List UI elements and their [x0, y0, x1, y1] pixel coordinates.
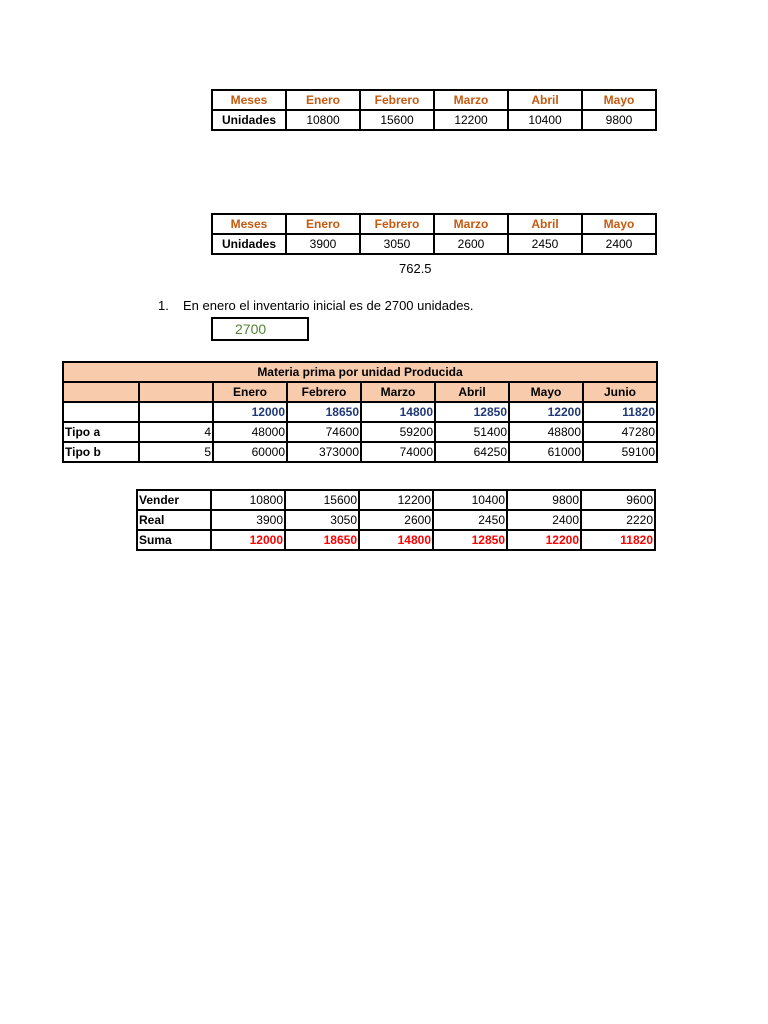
- header-cell[interactable]: Abril: [435, 382, 509, 402]
- value-cell[interactable]: 3050: [360, 234, 434, 254]
- value-cell[interactable]: 74600: [287, 422, 361, 442]
- list-number: 1.: [158, 298, 169, 313]
- header-cell[interactable]: Febrero: [287, 382, 361, 402]
- table-row: [137, 510, 655, 530]
- value-cell[interactable]: 48000: [213, 422, 287, 442]
- initial-inventory-cell[interactable]: [211, 317, 309, 341]
- value-cell[interactable]: 373000: [287, 442, 361, 462]
- value-cell[interactable]: 2400: [582, 234, 656, 254]
- factor-cell[interactable]: 5: [139, 442, 213, 462]
- sum-cell[interactable]: 12000: [211, 530, 285, 550]
- value-cell[interactable]: 10800: [211, 490, 285, 510]
- header-cell[interactable]: Enero: [286, 90, 360, 110]
- value-cell[interactable]: 64250: [435, 442, 509, 462]
- value-cell[interactable]: 10800: [286, 110, 360, 130]
- header-cell[interactable]: Enero: [286, 214, 360, 234]
- value-cell[interactable]: 15600: [360, 110, 434, 130]
- value-cell[interactable]: 12200: [434, 110, 508, 130]
- sum-cell[interactable]: 12200: [507, 530, 581, 550]
- header-cell[interactable]: Febrero: [360, 214, 434, 234]
- value-cell[interactable]: 10400: [433, 490, 507, 510]
- value-cell[interactable]: 3900: [286, 234, 360, 254]
- sum-cell[interactable]: 12850: [433, 530, 507, 550]
- value-cell[interactable]: 74000: [361, 442, 435, 462]
- table-row: [137, 490, 655, 510]
- initial-inventory-value: 2700: [235, 321, 267, 337]
- value-cell[interactable]: 10400: [508, 110, 582, 130]
- value-cell[interactable]: 47280: [583, 422, 657, 442]
- sales-units-table: [211, 89, 657, 131]
- value-cell[interactable]: 9800: [582, 110, 656, 130]
- sum-cell[interactable]: 18650: [285, 530, 359, 550]
- table-row: [212, 234, 656, 254]
- header-cell[interactable]: Enero: [213, 382, 287, 402]
- total-cell[interactable]: 14800: [361, 402, 435, 422]
- header-cell[interactable]: Junio: [583, 382, 657, 402]
- table-title-row: [63, 362, 657, 382]
- header-cell[interactable]: Marzo: [361, 382, 435, 402]
- value-cell[interactable]: 2600: [434, 234, 508, 254]
- total-cell[interactable]: 12850: [435, 402, 509, 422]
- header-cell[interactable]: Marzo: [434, 214, 508, 234]
- computed-value-cell[interactable]: 762.5: [399, 261, 432, 276]
- empty-cell[interactable]: [63, 382, 139, 402]
- table-row: [137, 530, 655, 550]
- raw-material-table: [62, 361, 658, 463]
- empty-cell[interactable]: [139, 382, 213, 402]
- value-cell[interactable]: 2600: [359, 510, 433, 530]
- table-title[interactable]: Materia prima por unidad Producida: [63, 362, 657, 382]
- value-cell[interactable]: 15600: [285, 490, 359, 510]
- inventory-units-table: [211, 213, 657, 255]
- value-cell[interactable]: 51400: [435, 422, 509, 442]
- value-cell[interactable]: 59100: [583, 442, 657, 462]
- empty-cell[interactable]: [139, 402, 213, 422]
- value-cell[interactable]: 60000: [213, 442, 287, 462]
- empty-cell[interactable]: [63, 402, 139, 422]
- table-header-row: [212, 90, 656, 110]
- table-row: [212, 110, 656, 130]
- sum-cell[interactable]: 11820: [581, 530, 655, 550]
- row-label-cell[interactable]: Real: [137, 510, 211, 530]
- row-label-cell[interactable]: Tipo a: [63, 422, 139, 442]
- value-cell[interactable]: 2220: [581, 510, 655, 530]
- table-row: [63, 422, 657, 442]
- value-cell[interactable]: 48800: [509, 422, 583, 442]
- table-row: [63, 442, 657, 462]
- value-cell[interactable]: 59200: [361, 422, 435, 442]
- table-header-row: [212, 214, 656, 234]
- total-cell[interactable]: 12200: [509, 402, 583, 422]
- table-row: [63, 402, 657, 422]
- value-cell[interactable]: 3050: [285, 510, 359, 530]
- sum-cell[interactable]: 14800: [359, 530, 433, 550]
- value-cell[interactable]: 9800: [507, 490, 581, 510]
- value-cell[interactable]: 3900: [211, 510, 285, 530]
- value-cell[interactable]: 9600: [581, 490, 655, 510]
- total-cell[interactable]: 18650: [287, 402, 361, 422]
- value-cell[interactable]: 2450: [508, 234, 582, 254]
- row-label-cell[interactable]: Vender: [137, 490, 211, 510]
- header-cell[interactable]: Marzo: [434, 90, 508, 110]
- header-cell[interactable]: Meses: [212, 214, 286, 234]
- list-text: En enero el inventario inicial es de 2700 unidades.: [183, 298, 474, 313]
- value-cell[interactable]: 12200: [359, 490, 433, 510]
- total-cell[interactable]: 11820: [583, 402, 657, 422]
- table-header-row: [63, 382, 657, 402]
- header-cell[interactable]: Abril: [508, 214, 582, 234]
- total-cell[interactable]: 12000: [213, 402, 287, 422]
- header-cell[interactable]: Mayo: [509, 382, 583, 402]
- value-cell[interactable]: 2400: [507, 510, 581, 530]
- value-cell[interactable]: 2450: [433, 510, 507, 530]
- header-cell[interactable]: Mayo: [582, 214, 656, 234]
- header-cell[interactable]: Mayo: [582, 90, 656, 110]
- row-label-cell[interactable]: Tipo b: [63, 442, 139, 462]
- header-cell[interactable]: Febrero: [360, 90, 434, 110]
- row-label-cell[interactable]: Suma: [137, 530, 211, 550]
- value-cell[interactable]: 61000: [509, 442, 583, 462]
- list-item: [158, 298, 474, 313]
- header-cell[interactable]: Meses: [212, 90, 286, 110]
- factor-cell[interactable]: 4: [139, 422, 213, 442]
- row-label-cell[interactable]: Unidades: [212, 110, 286, 130]
- summary-table: [136, 489, 656, 551]
- row-label-cell[interactable]: Unidades: [212, 234, 286, 254]
- header-cell[interactable]: Abril: [508, 90, 582, 110]
